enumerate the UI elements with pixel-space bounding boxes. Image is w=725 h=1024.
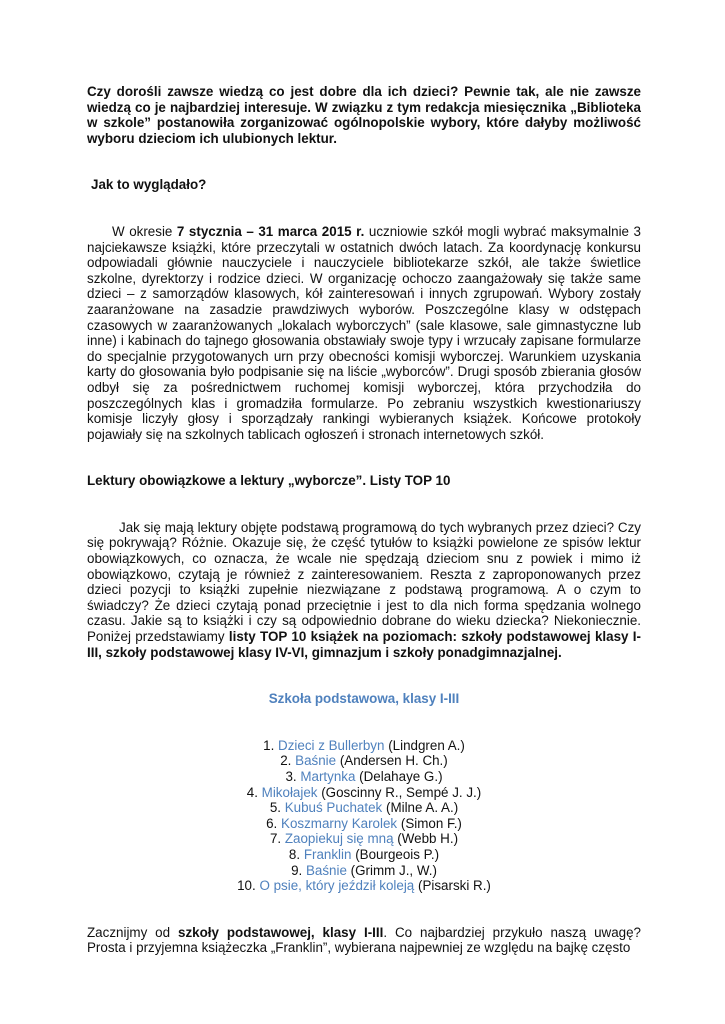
- list-item: [87, 800, 641, 816]
- list-item: [87, 769, 641, 785]
- para2-bold: listy TOP 10 książek na poziomach: szkoły podstawowej klasy I-III, szkoły podstawowej klasy IV-VI, gimnazjum i szkoły ponadgimnazjalnej.: [87, 629, 641, 660]
- book-title-link[interactable]: Dzieci z Bullerbyn: [278, 737, 385, 753]
- book-title-link[interactable]: Koszmarny Karolek: [281, 815, 398, 831]
- section-heading-top10: Lektury obowiązkowe a lektury „wyborcze”. Listy TOP 10: [87, 473, 451, 489]
- book-number: 10.: [237, 878, 256, 894]
- book-number: 3.: [285, 769, 297, 784]
- book-title-link[interactable]: Kubuś Puchatek: [284, 800, 383, 816]
- top10-book-list: [87, 738, 641, 894]
- book-author: (Pisarski R.): [417, 878, 491, 894]
- book-author: (Webb H.): [397, 831, 459, 847]
- book-number: 1.: [263, 737, 275, 753]
- list-item: [87, 816, 641, 832]
- list-item: [87, 847, 641, 863]
- book-number: 8.: [288, 846, 301, 862]
- list-item: [87, 785, 641, 801]
- para1-rest: uczniowie szkół mogli wybrać maksymalnie 3 najciekawsze książki, które przeczytali w ostatnich dwóch latach. Za koordynację konkursu odpowiadali głównie nauczyciele i nauczyciele bibliotekarze szkół, ale także świetlice szkolne, dyrektorzy i rodzice dzieci. W organizację ochoczo zaangażowały się także same dzieci – z samorządów klasowych, kół zainteresowań i innych zgrupowań. Wybory zostały zaaranżowane na zasadzie prawdziwych wyborów. Poszczególne klasy w odstępach czasowych w zaaranżowanych „lokalach wyborczych” (sale klasowe, sale gimnastyczne lub inne) i kabinach do tajnego głosowania obstawiały swoje typy i wrzucały zapisane formularze do specjalnie przygotowanych urn przy obecności komisji wyborczej. Warunkiem uzyskania karty do głosowania było podpisanie się na liście „wyborców”. Drugi sposób zbierania głosów odbył się za pośrednictwem ruchomej komisji wyborczej, która przychodziła do poszczególnych klas i gromadziła formularze. Po zebraniu wszystkich kwestionariuszy komisje liczyły głosy i sporządzały rankingi wybieranych książek. Końcowe protokoły pojawiały się na szkolnych tablicach ogłoszeń i stronach internetowych szkół.: [87, 223, 641, 442]
- list-item: [87, 878, 641, 894]
- book-title-link[interactable]: Zaopiekuj się mną: [284, 831, 394, 847]
- list-title: Szkoła podstawowa, klasy I-III: [268, 691, 460, 707]
- paragraph-primary-school: [87, 925, 641, 956]
- intro-paragraph: Czy dorośli zawsze wiedzą co jest dobre dla ich dzieci? Pewnie tak, ale nie zawsze wiedzą co je najbardziej interesuje. W związku z tym redakcja miesięcznika „Biblioteka w szkole” postanowiła zorganizować ogólnopolskie wybory, które dałyby możliwość wyboru dzieciom ich ulubionych lektur.: [87, 84, 641, 146]
- book-title-link[interactable]: Martynka: [300, 769, 356, 784]
- book-author: (Simon F.): [400, 815, 462, 831]
- book-author: (Goscinny R., Sempé J. J.): [321, 784, 482, 800]
- book-number: 2.: [280, 753, 292, 769]
- para3-lead: Zacznijmy od: [87, 924, 178, 940]
- book-author: (Delahaye G.): [359, 769, 443, 784]
- document-page: [87, 84, 641, 956]
- book-number: 4.: [246, 784, 258, 800]
- book-author: (Milne A. A.): [385, 800, 459, 816]
- book-number: 7.: [269, 831, 282, 847]
- para1-dates: 7 stycznia – 31 marca 2015 r.: [176, 223, 365, 239]
- book-title-link[interactable]: Baśnie: [295, 753, 337, 769]
- paragraph-voting-process: [87, 224, 641, 442]
- para2-text: Jak się mają lektury objęte podstawą programową do tych wybranych przez dzieci? Czy się pokrywają? Różnie. Okazuje się, że część tytułów to książki powielone ze spisów lektur obowiązkowych, co oznacza, że wcale nie spędzają dzieciom snu z powiek i mimo iż obowiązkowo, czytają je również z zainteresowaniem. Reszta z zaproponowanych przez dzieci pozycji to książki zupełnie niezwiązane z podstawą programową. A o czym to świadczy? Że dzieci czytają ponad przeciętnie i jest to dla nich forma spędzania wolnego czasu. Jakie są to książki i czy są odpowiednio dobrane do wieku dziecka? Niekoniecznie. Poniżej przedstawiamy: [87, 519, 641, 645]
- para3-rest: . Co najbardziej przykuło naszą uwagę? Prosta i przyjemna książeczka „Franklin”, wybierana najpewniej ze względu na bajkę często: [87, 924, 641, 956]
- paragraph-required-readings: [87, 520, 641, 660]
- book-number: 5.: [269, 800, 281, 816]
- list-item: [87, 753, 641, 769]
- para3-bold: szkoły podstawowej, klasy I-III: [178, 924, 384, 940]
- book-title-link[interactable]: O psie, który jeździł koleją: [259, 878, 415, 894]
- book-author: (Andersen H. Ch.): [339, 753, 448, 769]
- book-author: (Lindgren A.): [388, 737, 465, 753]
- para1-lead: W okresie: [112, 223, 177, 239]
- book-title-link[interactable]: Baśnie: [305, 862, 347, 878]
- book-title-link[interactable]: Mikołajek: [261, 784, 318, 800]
- section-heading-how: Jak to wyglądało?: [91, 177, 207, 193]
- book-number: 6.: [266, 815, 278, 831]
- book-title-link[interactable]: Franklin: [303, 846, 352, 862]
- list-item: [87, 831, 641, 847]
- list-item: [87, 738, 641, 754]
- list-item: [87, 863, 641, 879]
- book-number: 9.: [291, 862, 303, 878]
- book-author: (Grimm J., W.): [350, 862, 437, 878]
- book-author: (Bourgeois P.): [355, 846, 440, 862]
